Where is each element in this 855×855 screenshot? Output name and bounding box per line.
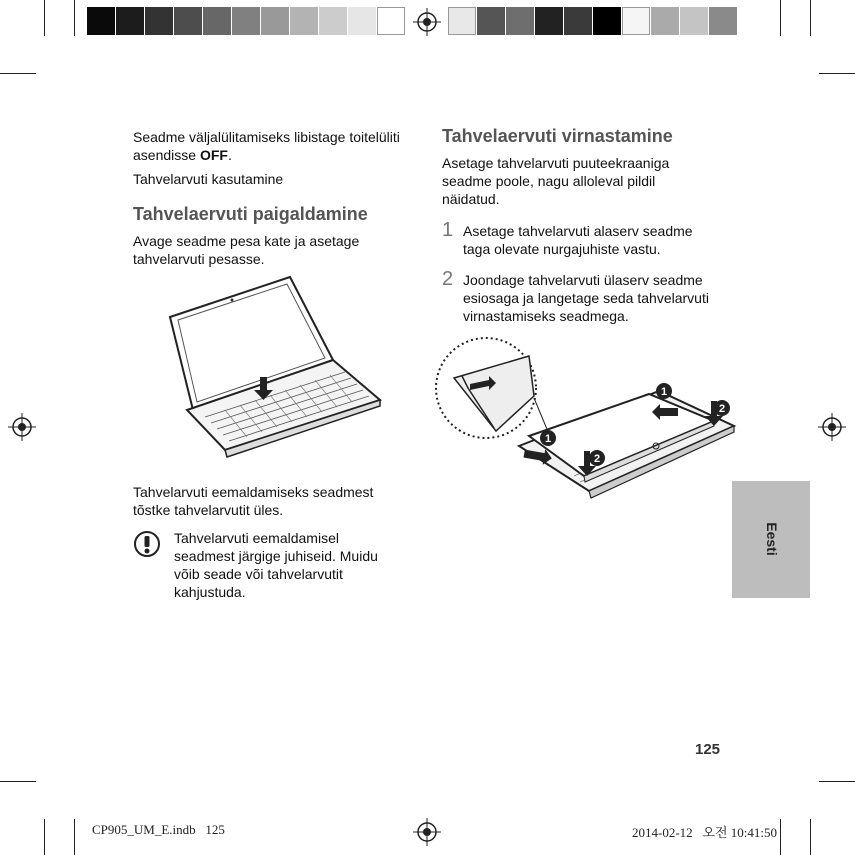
crop-mark <box>819 781 855 782</box>
crop-mark <box>44 0 45 36</box>
svg-text:2: 2 <box>718 403 726 415</box>
color-swatch <box>290 7 318 35</box>
color-swatch <box>319 7 347 35</box>
color-swatch <box>87 7 115 35</box>
registration-mark-icon <box>413 8 441 36</box>
callout-1 <box>540 430 556 446</box>
page-number: 125 <box>695 741 721 758</box>
color-swatch <box>709 7 737 35</box>
svg-text:2: 2 <box>593 453 601 465</box>
callout-2 <box>589 450 605 466</box>
language-tab-label: Eesti <box>764 522 780 556</box>
color-swatch <box>680 7 708 35</box>
step-text: Asetage tahvelarvuti alaserv seadme taga olevate nurgajuhiste vastu. <box>463 223 693 257</box>
color-swatch <box>232 7 260 35</box>
callout-2 <box>714 400 730 416</box>
crop-mark <box>74 0 75 36</box>
stack-intro: Asetage tahvelarvuti puuteekraaniga seadme poole, nagu alloleval pildil näidatud. <box>442 155 670 207</box>
color-swatch <box>651 7 679 35</box>
install-paragraph: Avage seadme pesa kate ja asetage tahvelarvuti pesasse. <box>133 233 360 267</box>
section-heading-stack: Tahvelaervuti virnastamine <box>442 126 673 146</box>
crop-mark <box>810 0 811 36</box>
crop-mark <box>0 73 36 74</box>
step-text: Joondage tahvelarvuti ülaserv seadme esiosaga ja langetage seda tahvelarvuti virnastamiseks seadmega. <box>463 272 709 324</box>
svg-text:1: 1 <box>544 433 552 445</box>
crop-mark <box>0 781 36 782</box>
crop-mark <box>780 819 781 855</box>
color-swatch <box>506 7 534 35</box>
color-swatch <box>203 7 231 35</box>
color-swatch <box>348 7 376 35</box>
footer-timestamp: 2014-02-12 오전 10:41:50 <box>632 825 777 840</box>
language-tab <box>732 481 810 598</box>
tablet-dock-illustration <box>165 272 385 472</box>
crop-mark <box>819 73 855 74</box>
usage-paragraph: Tahvelarvuti kasutamine <box>133 171 284 187</box>
color-swatch <box>622 7 650 35</box>
color-swatch <box>564 7 592 35</box>
color-swatch <box>593 7 621 35</box>
color-swatch <box>448 7 476 35</box>
section-heading-install: Tahvelaervuti paigaldamine <box>133 204 368 224</box>
remove-paragraph: Tahvelarvuti eemaldamiseks seadmest tõstke tahvelarvutit üles. <box>133 484 374 518</box>
stack-illustration <box>434 336 739 506</box>
power-off-paragraph: Seadme väljalülitamiseks libistage toitelüliti asendisse OFF. <box>133 129 400 163</box>
step-number: 1 <box>442 219 454 241</box>
registration-mark-icon <box>818 413 846 441</box>
caution-icon <box>133 530 161 558</box>
color-swatch <box>174 7 202 35</box>
color-swatch <box>477 7 505 35</box>
crop-mark <box>810 819 811 855</box>
caution-text: Tahvelarvuti eemaldamisel seadmest järgige juhiseid. Muidu võib seade või tahvelarvutit kahjustuda. <box>174 530 378 600</box>
color-swatch <box>261 7 289 35</box>
color-swatch <box>377 7 405 35</box>
registration-mark-icon <box>413 818 441 846</box>
svg-text:1: 1 <box>660 386 668 398</box>
crop-mark <box>780 0 781 36</box>
registration-mark-icon <box>8 413 36 441</box>
color-swatch <box>145 7 173 35</box>
step-number: 2 <box>442 268 454 290</box>
crop-mark <box>44 819 45 855</box>
color-swatch <box>535 7 563 35</box>
crop-mark <box>74 819 75 855</box>
color-swatch <box>116 7 144 35</box>
callout-1 <box>656 383 672 399</box>
footer-file-info: CP905_UM_E.indb 125 <box>92 822 225 837</box>
off-keyword: OFF <box>199 147 228 163</box>
